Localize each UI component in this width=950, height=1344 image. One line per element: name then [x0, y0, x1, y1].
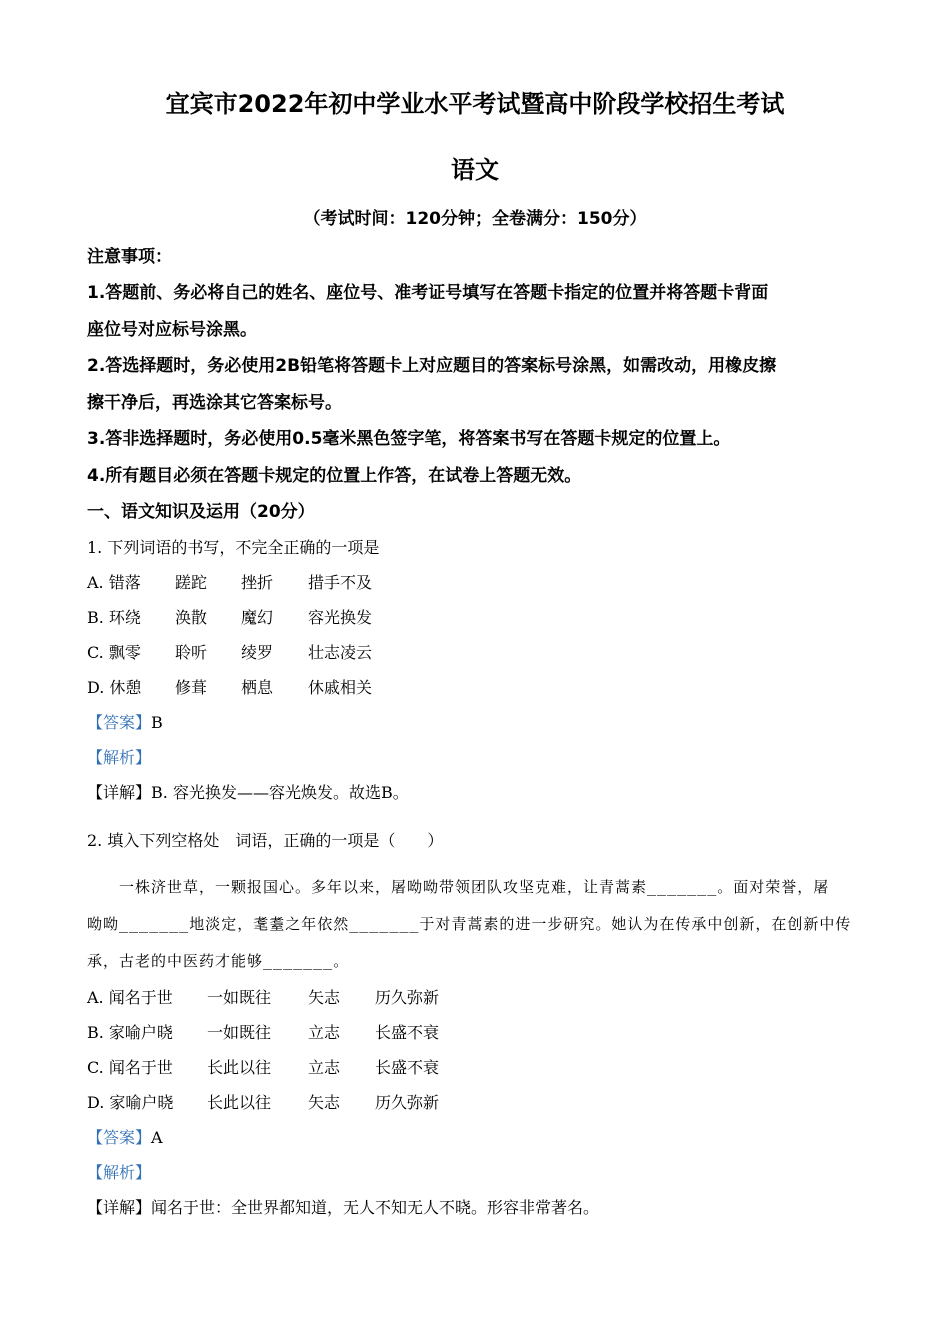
- option-word: 涣散: [175, 608, 208, 627]
- answer-value: B: [151, 713, 163, 732]
- note-1-line-1: 1.答题前、务必将自己的姓名、座位号、准考证号填写在答题卡指定的位置并将答题卡背面: [87, 283, 769, 303]
- exam-title: 宜宾市2022年初中学业水平考试暨高中阶段学校招生考试: [165, 90, 785, 118]
- question-1-option-b: [87, 605, 867, 628]
- option-word: 壮志凌云: [308, 643, 373, 662]
- question-2-option-d: [87, 1090, 867, 1113]
- answer-tag: 【答案】: [87, 713, 152, 732]
- option-word: 措手不及: [308, 573, 373, 592]
- option-word: 长盛不衰: [375, 1058, 440, 1077]
- question-2-detail: [87, 1195, 867, 1218]
- note-2-line-1: 2.答选择题时，务必使用2B铅笔将答题卡上对应题目的答案标号涂黑，如需改动，用橡皮擦: [87, 356, 777, 376]
- option-word: 栖息: [241, 678, 274, 697]
- question-2-passage-line-1: 一株济世草，一颗报国心。多年以来，屠呦呦带领团队攻坚克难，让青蒿素_______。面对荣誉，屠: [87, 878, 830, 896]
- exam-info: （考试时间：120分钟；全卷满分：150分）: [303, 209, 647, 229]
- question-1-detail: [87, 780, 867, 803]
- option-word: 蹉跎: [175, 573, 208, 592]
- section-heading: 一、语文知识及运用（20分）: [87, 502, 315, 522]
- option-word: C. 闻名于世: [87, 1058, 173, 1077]
- option-word: 长此以往: [207, 1093, 272, 1112]
- note-1-line-2: 座位号对应标号涂黑。: [87, 320, 257, 340]
- option-word: 长盛不衰: [375, 1023, 440, 1042]
- option-word: 挫折: [241, 573, 274, 592]
- option-word: A. 错落: [87, 573, 141, 592]
- detail-text: 闻名于世：全世界都知道，无人不知无人不晓。形容非常著名。: [151, 1198, 600, 1217]
- question-2-analysis-tag: 【解析】: [87, 1163, 152, 1182]
- option-word: 一如既往: [207, 988, 272, 1007]
- option-word: 历久弥新: [375, 1093, 440, 1112]
- question-1-answer: [87, 710, 867, 733]
- detail-tag: 【详解】: [87, 1198, 152, 1217]
- question-1-stem: 1. 下列词语的书写，不完全正确的一项是: [87, 538, 380, 557]
- note-2-line-2: 擦干净后，再选涂其它答案标号。: [87, 393, 342, 413]
- detail-text: B. 容光换发——容光焕发。故选B。: [151, 783, 409, 802]
- option-word: A. 闻名于世: [87, 988, 173, 1007]
- option-word: 立志: [308, 1023, 341, 1042]
- question-2-option-a: [87, 985, 867, 1008]
- question-1-analysis-tag: 【解析】: [87, 748, 152, 767]
- option-word: 绫罗: [241, 643, 274, 662]
- option-word: 长此以往: [207, 1058, 272, 1077]
- answer-tag: 【答案】: [87, 1128, 152, 1147]
- option-word: 休戚相关: [308, 678, 373, 697]
- question-1-option-c: [87, 640, 867, 663]
- option-word: B. 环绕: [87, 608, 141, 627]
- subject-title: 语文: [451, 156, 499, 184]
- answer-value: A: [151, 1128, 163, 1147]
- detail-tag: 【详解】: [87, 783, 152, 802]
- option-word: D. 家喻户晓: [87, 1093, 174, 1112]
- option-word: 魔幻: [241, 608, 274, 627]
- option-word: 容光换发: [308, 608, 373, 627]
- option-word: 立志: [308, 1058, 341, 1077]
- option-word: 修葺: [175, 678, 208, 697]
- option-word: B. 家喻户晓: [87, 1023, 173, 1042]
- question-2-answer: [87, 1125, 867, 1148]
- question-1-option-d: [87, 675, 867, 698]
- question-2-option-c: [87, 1055, 867, 1078]
- option-word: 聆听: [175, 643, 208, 662]
- question-2-option-b: [87, 1020, 867, 1043]
- option-word: 一如既往: [207, 1023, 272, 1042]
- note-4: 4.所有题目必须在答题卡规定的位置上作答，在试卷上答题无效。: [87, 466, 582, 486]
- question-2-passage-line-3: 承，古老的中医药才能够_______。: [87, 952, 350, 970]
- question-1-option-a: [87, 570, 867, 593]
- option-word: C. 飘零: [87, 643, 141, 662]
- option-word: 矢志: [308, 988, 341, 1007]
- option-word: D. 休憩: [87, 678, 142, 697]
- notes-heading: 注意事项：: [87, 247, 172, 267]
- question-2-passage-line-2: 呦呦_______地淡定，耄耋之年依然_______于对青蒿素的进一步研究。她认为在传承中创新，在创新中传: [87, 915, 852, 933]
- option-word: 历久弥新: [375, 988, 440, 1007]
- question-2-stem: 2. 填入下列空格处 词语，正确的一项是（ ）: [87, 831, 444, 850]
- note-3: 3.答非选择题时，务必使用0.5毫米黑色签字笔，将答案书写在答题卡规定的位置上。: [87, 429, 731, 449]
- option-word: 矢志: [308, 1093, 341, 1112]
